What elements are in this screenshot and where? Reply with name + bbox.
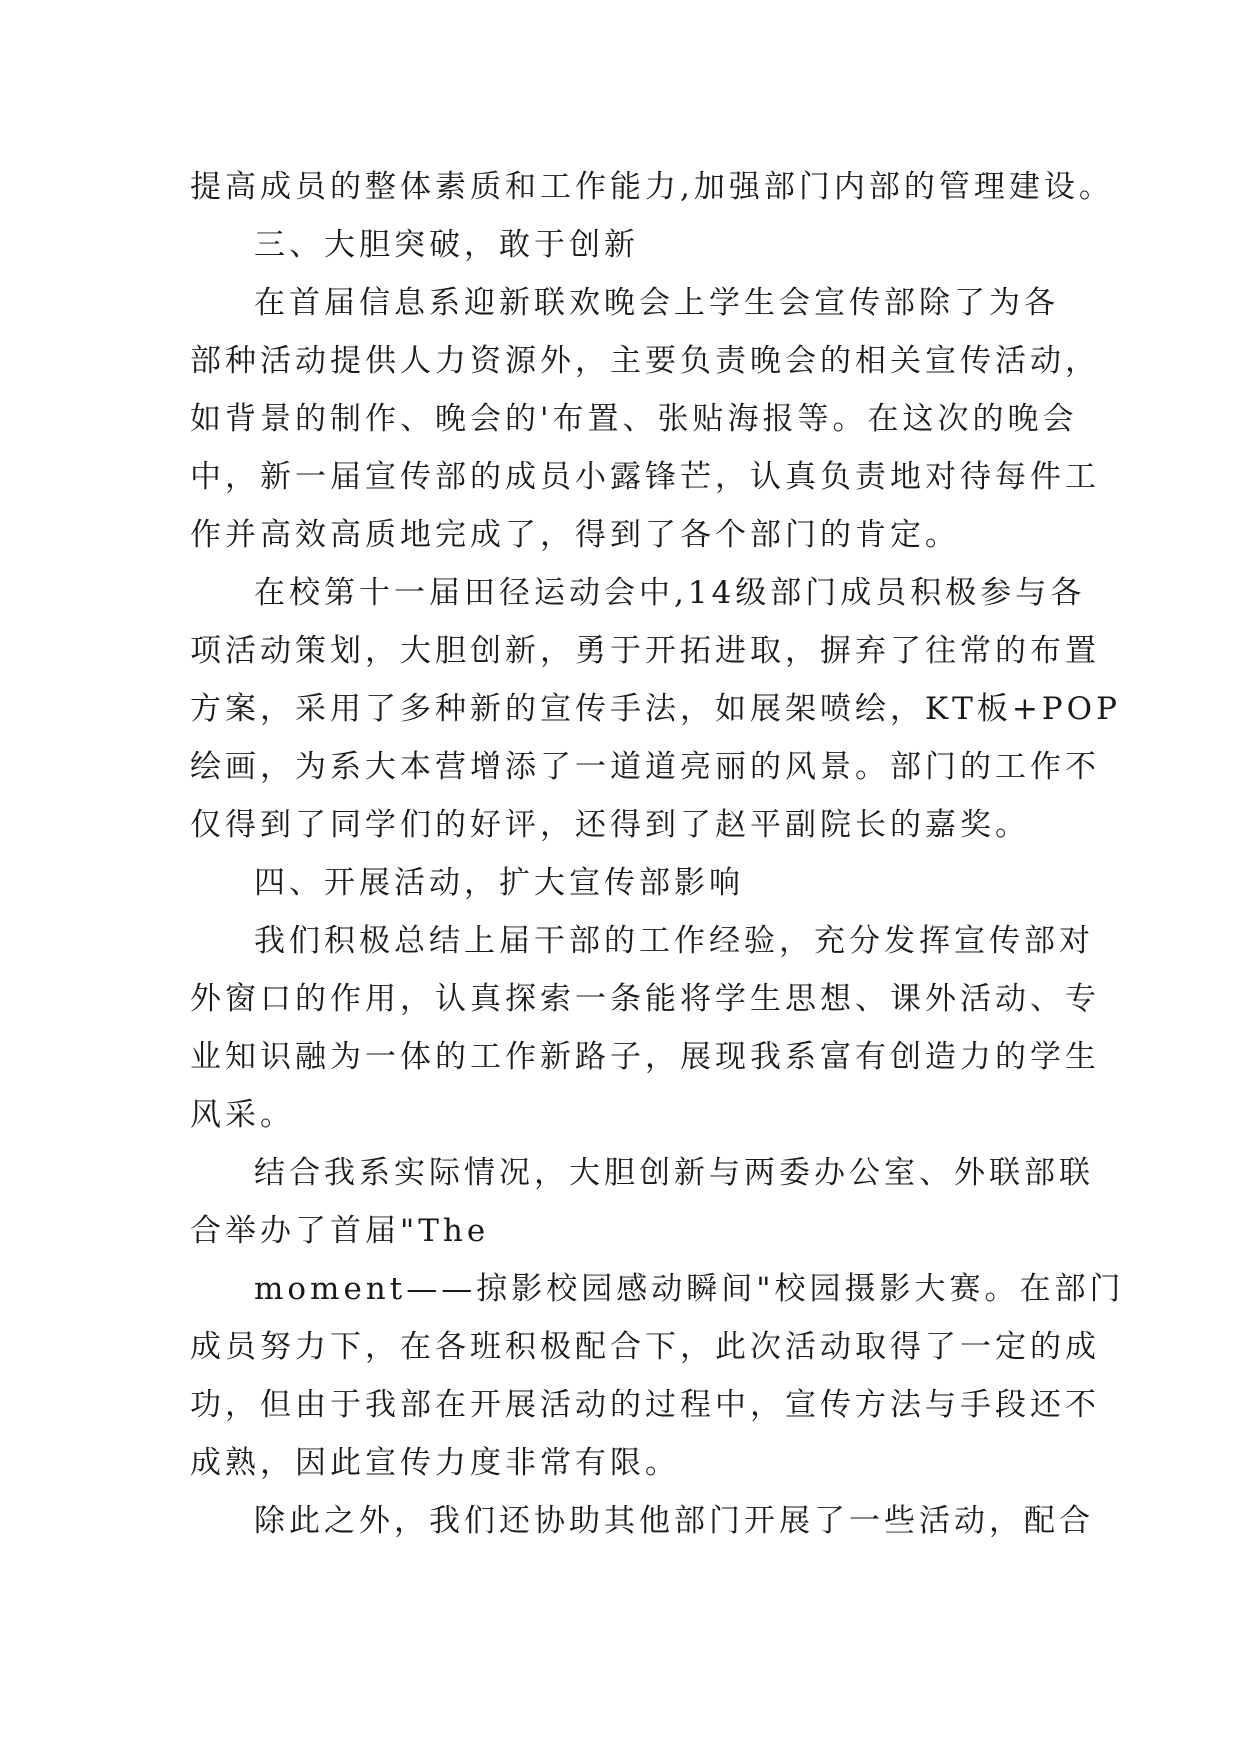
text-line: 中，新一届宣传部的成员小露锋芒，认真负责地对待每件工 xyxy=(190,459,1100,495)
text-line: 绘画，为系大本营增添了一道道亮丽的风景。部门的工作不 xyxy=(190,749,1100,785)
text-line: 如背景的制作、晚会的'布置、张贴海报等。在这次的晚会 xyxy=(190,401,1078,437)
text-line: 功，但由于我部在开展活动的过程中，宣传方法与手段还不 xyxy=(190,1387,1100,1423)
text-line: 风采。 xyxy=(190,1097,295,1133)
text-line: 部种活动提供人力资源外，主要负责晚会的相关宣传活动， xyxy=(190,343,1100,379)
text-line: 在校第十一届田径运动会中,14级部门成员积极参与各 xyxy=(254,575,1086,611)
text-line: 结合我系实际情况，大胆创新与两委办公室、外联部联 xyxy=(254,1155,1094,1191)
text-line: 业知识融为一体的工作新路子，展现我系富有创造力的学生 xyxy=(190,1039,1100,1075)
text-line: 项活动策划，大胆创新，勇于开拓进取，摒弃了往常的布置 xyxy=(190,633,1100,669)
text-line: 作并高效高质地完成了，得到了各个部门的肯定。 xyxy=(190,517,960,553)
text-line: 提高成员的整体素质和工作能力,加强部门内部的管理建设。 xyxy=(190,169,1114,205)
text-line: 成熟，因此宣传力度非常有限。 xyxy=(190,1445,680,1481)
text-line: 在首届信息系迎新联欢晚会上学生会宣传部除了为各 xyxy=(254,285,1059,321)
text-line: 方案，采用了多种新的宣传手法，如展架喷绘，KT板+POP xyxy=(190,691,1121,727)
text-line: 除此之外，我们还协助其他部门开展了一些活动，配合 xyxy=(254,1503,1094,1539)
text-line: 合举办了首届"The xyxy=(190,1213,490,1249)
text-line: 我们积极总结上届干部的工作经验，充分发挥宣传部对 xyxy=(254,923,1094,959)
text-line: 仅得到了同学们的好评，还得到了赵平副院长的嘉奖。 xyxy=(190,807,1030,843)
text-line: moment——掠影校园感动瞬间"校园摄影大赛。在部门 xyxy=(254,1271,1125,1307)
text-line: 成员努力下，在各班积极配合下，此次活动取得了一定的成 xyxy=(190,1329,1100,1365)
section-heading: 四、开展活动，扩大宣传部影响 xyxy=(254,865,744,901)
section-heading: 三、大胆突破，敢于创新 xyxy=(254,227,639,263)
text-line: 外窗口的作用，认真探索一条能将学生思想、课外活动、专 xyxy=(190,981,1100,1017)
